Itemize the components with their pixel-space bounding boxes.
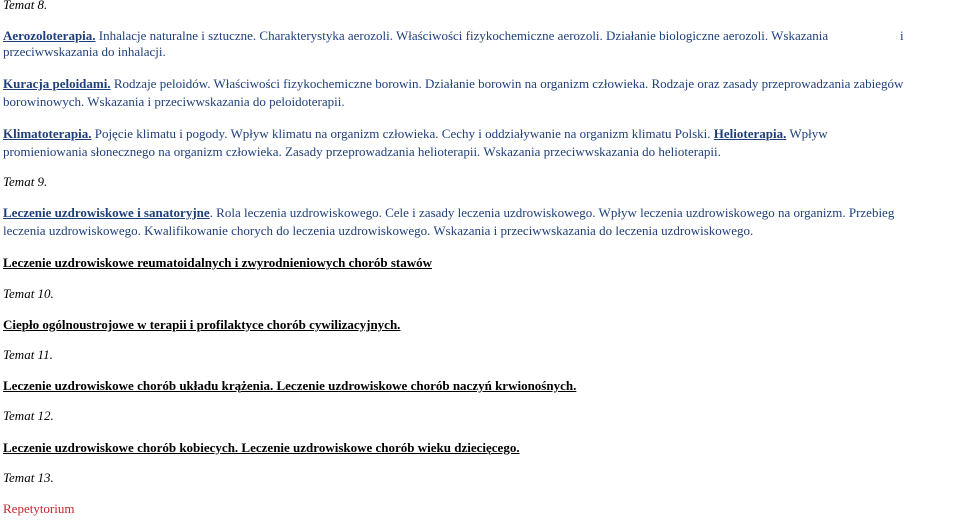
temat-9-heading: Temat 9.	[3, 174, 48, 189]
klimatoterapia-text: Pojęcie klimatu i pogody. Wpływ klimatu na organizm człowieka. Cechy i oddziaływanie na organizm klimatu Polski.	[91, 126, 714, 141]
krazenia-heading: Leczenie uzdrowiskowe chorób układu krążenia. Leczenie uzdrowiskowe chorób naczyń krwionośnych.	[3, 378, 577, 393]
temat-8-heading: Temat 8.	[3, 0, 48, 12]
klimatoterapia-line1	[3, 125, 828, 143]
aerozoloterapia-title: Aerozoloterapia.	[3, 28, 96, 43]
klimatoterapia-line2: promieniowania słonecznego na organizm człowieka. Zasady przeprowadzania helioterapii. Wskazania przeciwwskazania do helioterapii.	[3, 144, 721, 159]
aerozoloterapia-line2: przeciwwskazania do inhalacji.	[3, 44, 166, 59]
cieplo-heading: Ciepło ogólnoustrojowe w terapii i profilaktyce chorób cywilizacyjnych.	[3, 317, 401, 332]
leczenie-line2: leczenia uzdrowiskowego. Kwalifikowanie chorych do leczenia uzdrowiskowego. Wskazania i przeciwwskazania do leczenia uzdrowiskowego.	[3, 223, 754, 238]
repetytorium-label: Repetytorium	[3, 501, 75, 516]
reumatoidalne-heading: Leczenie uzdrowiskowe reumatoidalnych i zwyrodnieniowych chorób stawów	[3, 255, 432, 270]
leczenie-line1	[3, 204, 894, 222]
helioterapia-text: Wpływ	[786, 126, 828, 141]
temat-11-heading: Temat 11.	[3, 347, 53, 362]
aerozoloterapia-i: i	[900, 28, 904, 43]
aerozoloterapia-text: Inhalacje naturalne i sztuczne. Charakterystyka aerozoli. Właściwości fizykochemiczne aerozoli. Działanie biologiczne aerozoli. Wskazania	[95, 28, 829, 43]
klimatoterapia-title: Klimatoterapia.	[3, 126, 92, 141]
kuracja-text: Rodzaje peloidów. Właściwości fizykochemiczne borowin. Działanie borowin na organizm człowieka. Rodzaje oraz zasady przeprowadzania zabiegów	[110, 76, 904, 91]
temat-10-heading: Temat 10.	[3, 286, 54, 301]
helioterapia-title: Helioterapia.	[713, 126, 787, 141]
kobiece-heading: Leczenie uzdrowiskowe chorób kobiecych. Leczenie uzdrowiskowe chorób wieku dziecięcego.	[3, 440, 520, 455]
kuracja-line1	[3, 75, 903, 93]
leczenie-title: Leczenie uzdrowiskowe i sanatoryjne	[3, 205, 210, 220]
kuracja-title: Kuracja peloidami.	[3, 76, 111, 91]
kuracja-line2: borowinowych. Wskazania i przeciwwskazania do peloidoterapii.	[3, 94, 345, 109]
leczenie-text: . Rola leczenia uzdrowiskowego. Cele i zasady leczenia uzdrowiskowego. Wpływ leczenia uzdrowiskowego na organizm. Przebieg	[209, 205, 895, 220]
temat-12-heading: Temat 12.	[3, 408, 54, 423]
temat-13-heading: Temat 13.	[3, 470, 54, 485]
